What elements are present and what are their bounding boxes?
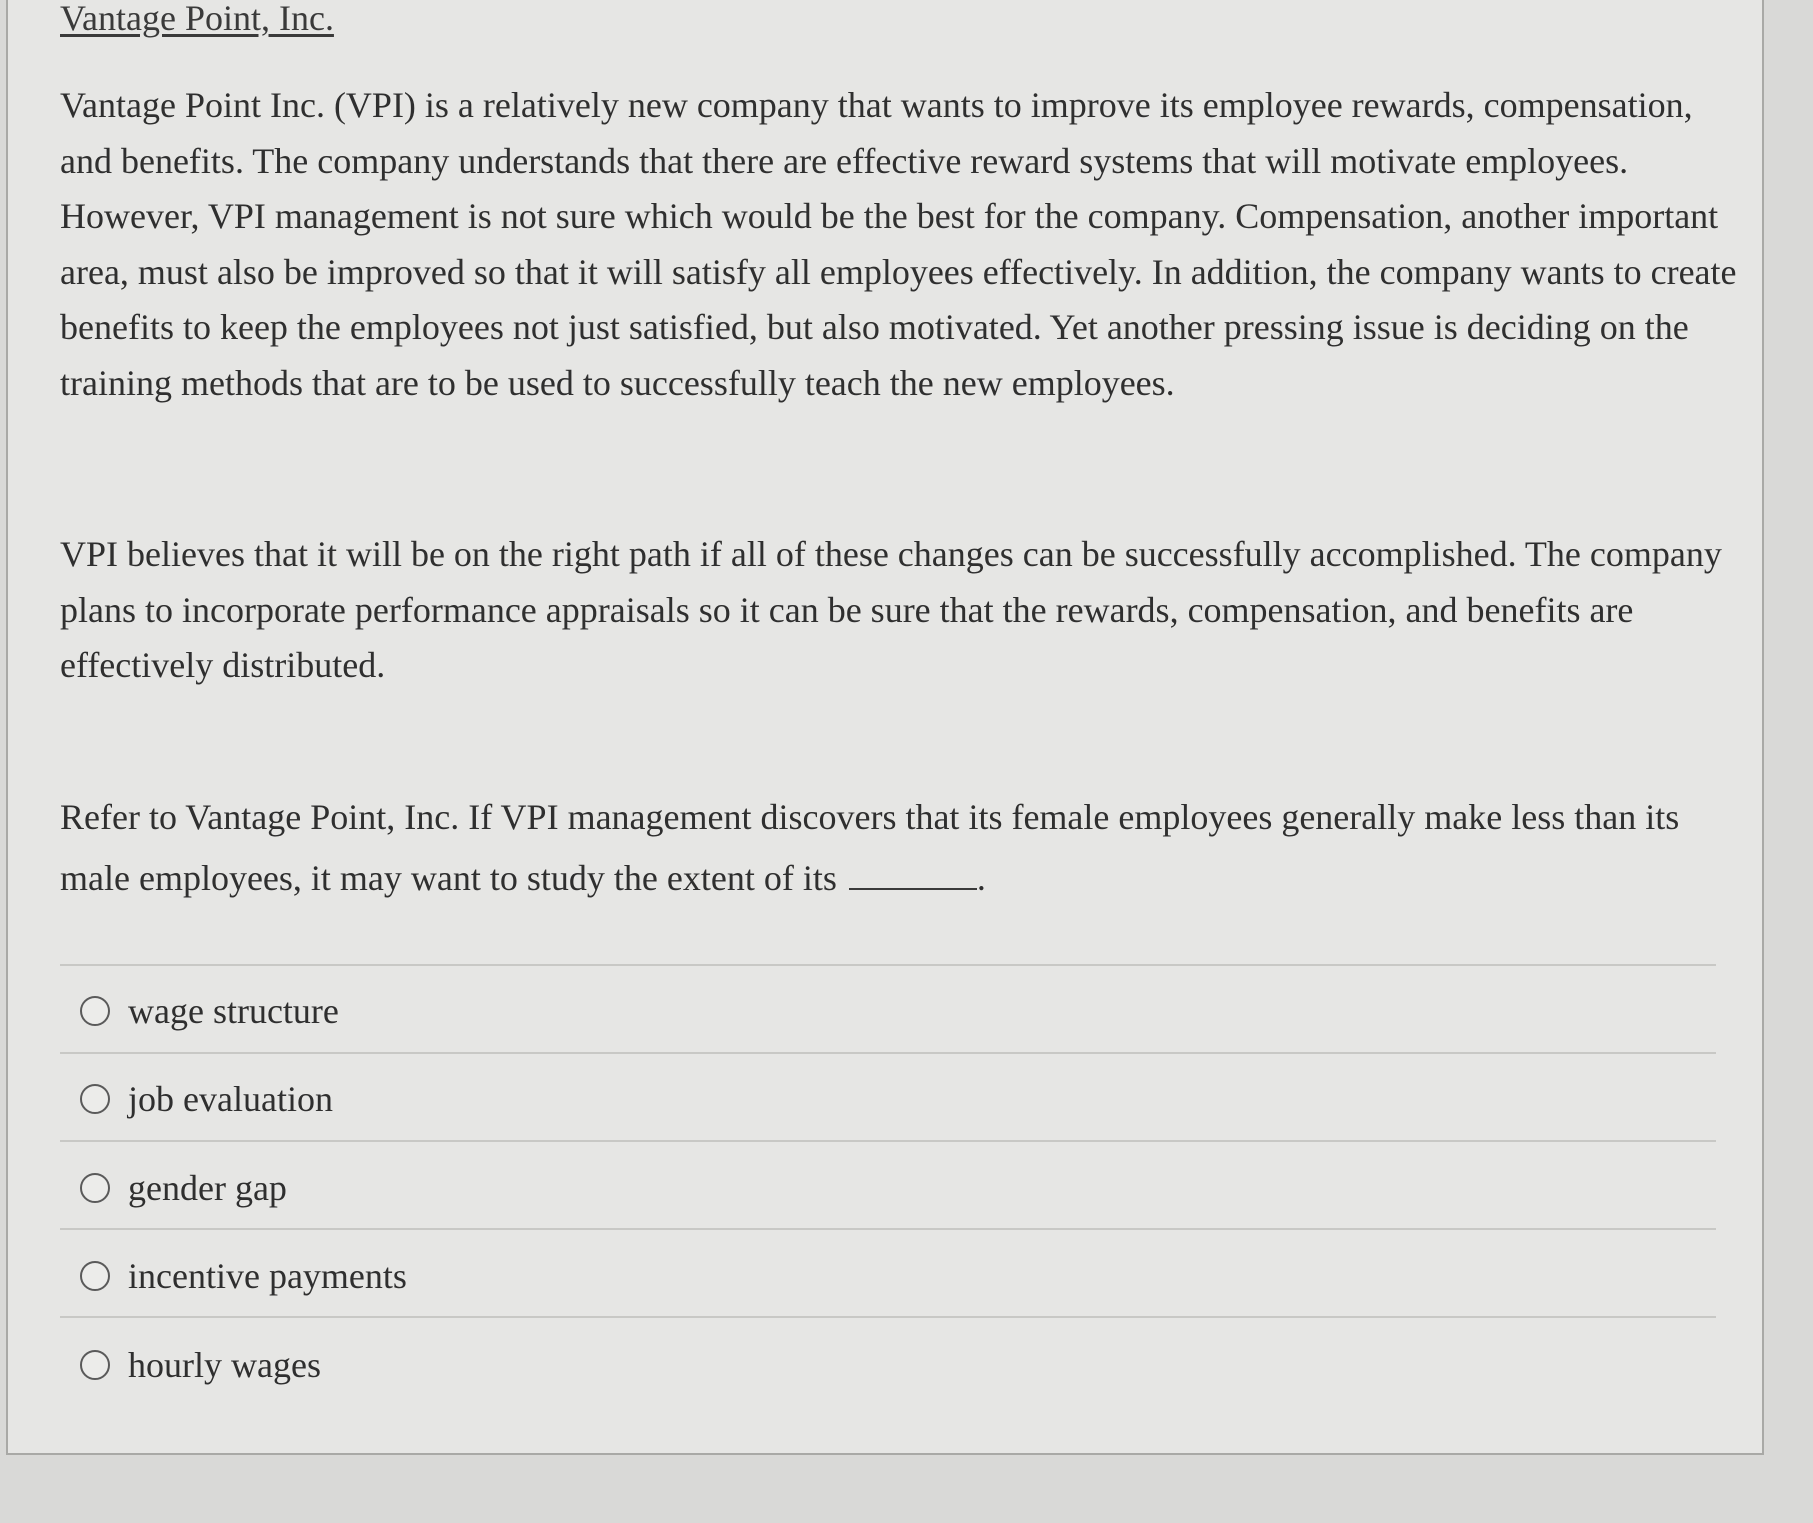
case-paragraph-1: Vantage Point Inc. (VPI) is a relatively new company that wants to improve its employee rewards, compensation, and benefits. The company understands that there are effective reward systems that will motivate employees. However, VPI management is not sure which would be the best for the company. Compensation, another important area, must also be improved so that it will satisfy all employees effectively. In addition, the company wants to create benefits to keep the employees not just satisfied, but also motivated. Yet another pressing issue is deciding on the training methods that are to be used to successfully teach the new employees. [60, 85, 1737, 403]
option-label: job evaluation [128, 1079, 333, 1119]
option-label: wage structure [128, 991, 339, 1031]
option-divider [60, 964, 1716, 966]
radio-button[interactable] [80, 1350, 110, 1380]
option-divider [60, 1316, 1716, 1318]
option-wage-structure[interactable] [68, 981, 1708, 1041]
option-divider [60, 1052, 1716, 1054]
option-incentive-payments[interactable] [68, 1246, 1708, 1306]
question-end-punctuation: . [976, 858, 986, 898]
question-stem: Refer to Vantage Point, Inc. If VPI management discovers that its female employees generally make less than its male employees, it may want to study the extent of its [60, 797, 1680, 898]
radio-button[interactable] [80, 1261, 110, 1291]
option-label: incentive payments [128, 1256, 407, 1296]
case-paragraph-2: VPI believes that it will be on the right path if all of these changes can be successfully accomplished. The company plans to incorporate performance appraisals so it can be sure that the rewards, compensation, and benefits are effectively distributed. [60, 534, 1722, 685]
question-text [60, 787, 1740, 909]
option-divider [60, 1140, 1716, 1142]
option-job-evaluation[interactable] [68, 1069, 1708, 1129]
radio-button[interactable] [80, 996, 110, 1026]
radio-button[interactable] [80, 1084, 110, 1114]
option-label: gender gap [128, 1168, 287, 1208]
case-title: Vantage Point, Inc. [60, 0, 334, 38]
option-gender-gap[interactable] [68, 1158, 1708, 1218]
option-label: hourly wages [128, 1345, 321, 1385]
option-divider [60, 1228, 1716, 1230]
question-panel [6, 0, 1764, 1455]
answer-blank [849, 858, 977, 890]
option-hourly-wages[interactable] [68, 1335, 1708, 1395]
radio-button[interactable] [80, 1173, 110, 1203]
